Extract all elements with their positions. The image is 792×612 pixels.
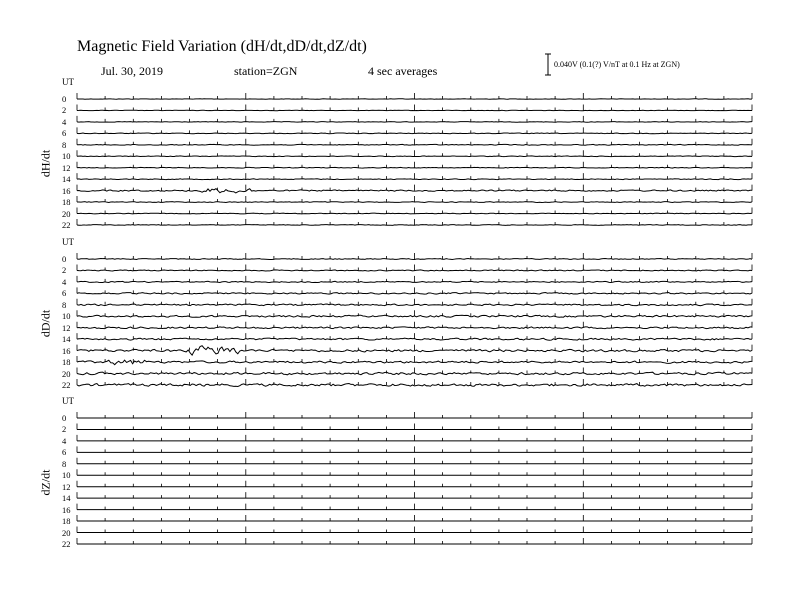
- hour-label: 20: [62, 368, 71, 379]
- hour-label: 20: [62, 527, 71, 538]
- row-ticks: [77, 446, 752, 452]
- hour-label: 14: [62, 174, 71, 185]
- hour-label: 4: [62, 116, 67, 127]
- trace-line: [77, 372, 752, 375]
- row-ticks: [77, 527, 752, 533]
- hour-label: 16: [62, 345, 71, 356]
- trace-line: [77, 99, 752, 100]
- hour-label: 4: [62, 435, 67, 446]
- hour-label: 22: [62, 219, 71, 230]
- hour-label: 12: [62, 481, 71, 492]
- ut-label: UT: [62, 77, 74, 87]
- hour-label: 6: [62, 288, 67, 299]
- hour-label: 22: [62, 538, 71, 549]
- trace-line: [77, 225, 752, 226]
- hour-label: 14: [62, 334, 71, 345]
- row-ticks: [77, 469, 752, 475]
- hour-label: 22: [62, 379, 71, 390]
- row-ticks: [77, 104, 752, 110]
- row-ticks: [77, 173, 752, 179]
- hour-label: 0: [62, 254, 67, 264]
- hour-label: 0: [62, 413, 67, 423]
- row-ticks: [77, 538, 752, 544]
- hour-label: 16: [62, 504, 71, 515]
- hour-label: 8: [62, 299, 67, 310]
- hour-label: 10: [62, 470, 71, 481]
- hour-label: 18: [62, 197, 71, 208]
- row-ticks: [77, 162, 752, 168]
- trace-line: [77, 122, 752, 123]
- panel-1: [77, 93, 752, 225]
- hour-label: 12: [62, 162, 71, 173]
- panel-label: dH/dt: [38, 149, 53, 177]
- row-ticks: [77, 150, 752, 156]
- row-ticks: [77, 515, 752, 521]
- row-ticks: [77, 208, 752, 214]
- panel-label: dZ/dt: [38, 469, 53, 496]
- row-ticks: [77, 504, 752, 510]
- trace-line: [77, 110, 752, 111]
- trace-line: [77, 304, 752, 306]
- averaging-label: 4 sec averages: [368, 64, 438, 78]
- hour-label: 2: [62, 105, 67, 116]
- row-ticks: [77, 492, 752, 498]
- row-ticks: [77, 93, 752, 99]
- row-ticks: [77, 185, 752, 191]
- hour-label: 18: [62, 357, 71, 368]
- hour-label: 0: [62, 94, 67, 104]
- row-ticks: [77, 196, 752, 202]
- station-label: station=ZGN: [234, 64, 298, 78]
- row-ticks: [77, 287, 752, 293]
- hour-label: 2: [62, 424, 67, 435]
- row-ticks: [77, 139, 752, 145]
- panel-3: [77, 412, 752, 544]
- hour-label: 10: [62, 311, 71, 322]
- trace-line: [77, 315, 752, 317]
- scale-label: 0.040V (0.1(?) V/nT at 0.1 Hz at ZGN): [554, 60, 680, 69]
- hour-label: 12: [62, 322, 71, 333]
- trace-line: [77, 179, 752, 180]
- hour-label: 14: [62, 493, 71, 504]
- row-ticks: [77, 253, 752, 259]
- trace-line: [77, 202, 752, 203]
- trace-line: [77, 327, 752, 329]
- hour-label: 16: [62, 185, 71, 196]
- row-ticks: [77, 127, 752, 133]
- row-ticks: [77, 299, 752, 305]
- scale-bar: [545, 54, 551, 75]
- ut-label: UT: [62, 396, 74, 406]
- hour-label: 8: [62, 458, 67, 469]
- hour-label: 10: [62, 151, 71, 162]
- row-ticks: [77, 435, 752, 441]
- hour-label: 6: [62, 128, 67, 139]
- hour-label: 8: [62, 139, 67, 150]
- row-ticks: [77, 412, 752, 418]
- row-ticks: [77, 481, 752, 487]
- hour-label: 20: [62, 208, 71, 219]
- hour-label: 6: [62, 447, 67, 458]
- panel-label: dD/dt: [38, 309, 53, 337]
- row-ticks: [77, 423, 752, 429]
- hour-label: 4: [62, 276, 67, 287]
- trace-line: [77, 167, 752, 168]
- date-label: Jul. 30, 2019: [101, 64, 164, 78]
- row-ticks: [77, 264, 752, 270]
- hour-label: 18: [62, 516, 71, 527]
- panel-2: [77, 253, 752, 387]
- row-ticks: [77, 219, 752, 225]
- row-ticks: [77, 458, 752, 464]
- hour-label: 2: [62, 265, 67, 276]
- ut-label: UT: [62, 237, 74, 247]
- row-ticks: [77, 310, 752, 316]
- row-ticks: [77, 116, 752, 122]
- trace-line: [77, 133, 752, 134]
- chart-title: Magnetic Field Variation (dH/dt,dD/dt,dZ/dt): [77, 38, 367, 55]
- row-ticks: [77, 379, 752, 385]
